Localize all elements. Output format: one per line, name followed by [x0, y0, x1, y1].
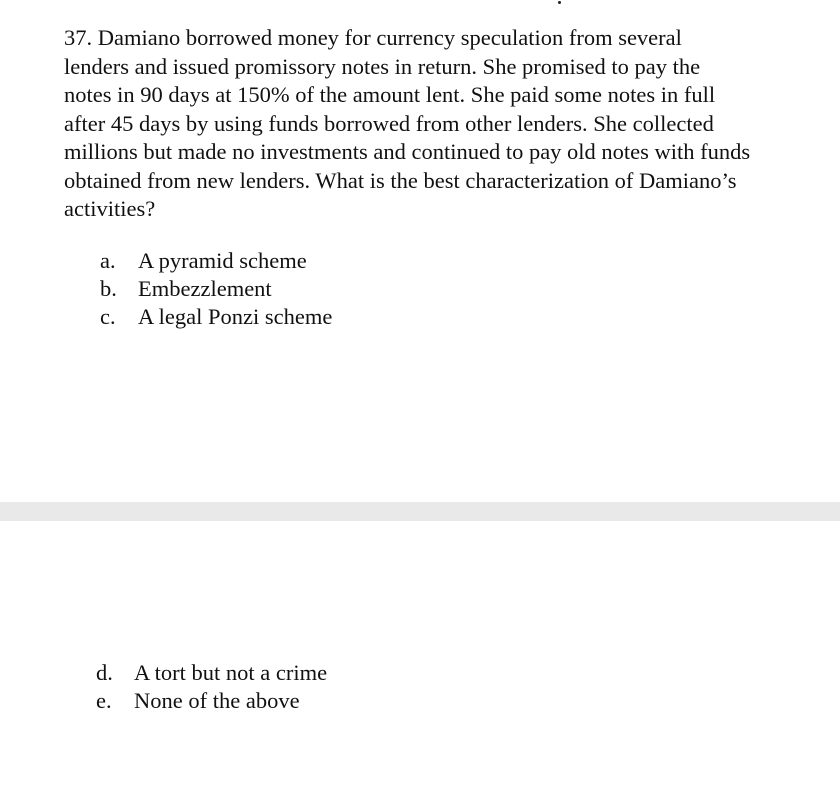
answer-option-c	[100, 303, 332, 331]
option-letter: c.	[100, 304, 116, 329]
answer-option-e	[96, 687, 327, 715]
question-line: millions but made no investments and continued to pay old notes with funds	[64, 139, 751, 164]
option-letter: a.	[100, 248, 116, 273]
answer-option-b	[100, 275, 332, 303]
page-separator	[0, 502, 840, 521]
option-text: None of the above	[134, 688, 300, 713]
answer-option-d	[96, 659, 327, 687]
answer-option-a	[100, 247, 332, 275]
option-text: A pyramid scheme	[138, 248, 307, 273]
question-line: 37. Damiano borrowed money for currency speculation from several	[64, 25, 682, 50]
option-text: Embezzlement	[138, 276, 272, 301]
option-letter: b.	[100, 276, 117, 301]
option-letter: d.	[96, 660, 113, 685]
question-text	[64, 24, 809, 224]
answer-options-list	[100, 247, 332, 331]
question-line: activities?	[64, 196, 156, 221]
option-text: A legal Ponzi scheme	[138, 304, 333, 329]
option-text: A tort but not a crime	[134, 660, 328, 685]
scan-speck	[558, 1, 561, 4]
document-page-2	[0, 521, 840, 794]
question-line: after 45 days by using funds borrowed from other lenders. She collected	[64, 110, 714, 136]
question-line: obtained from new lenders. What is the best characterization of Damiano’s	[64, 167, 737, 193]
question-line: notes in 90 days at 150% of the amount lent. She paid some notes in full	[64, 82, 716, 107]
answer-options-list-continued	[96, 659, 327, 715]
option-letter: e.	[96, 688, 112, 713]
question-line: lenders and issued promissory notes in return. She promised to pay the	[64, 53, 701, 79]
